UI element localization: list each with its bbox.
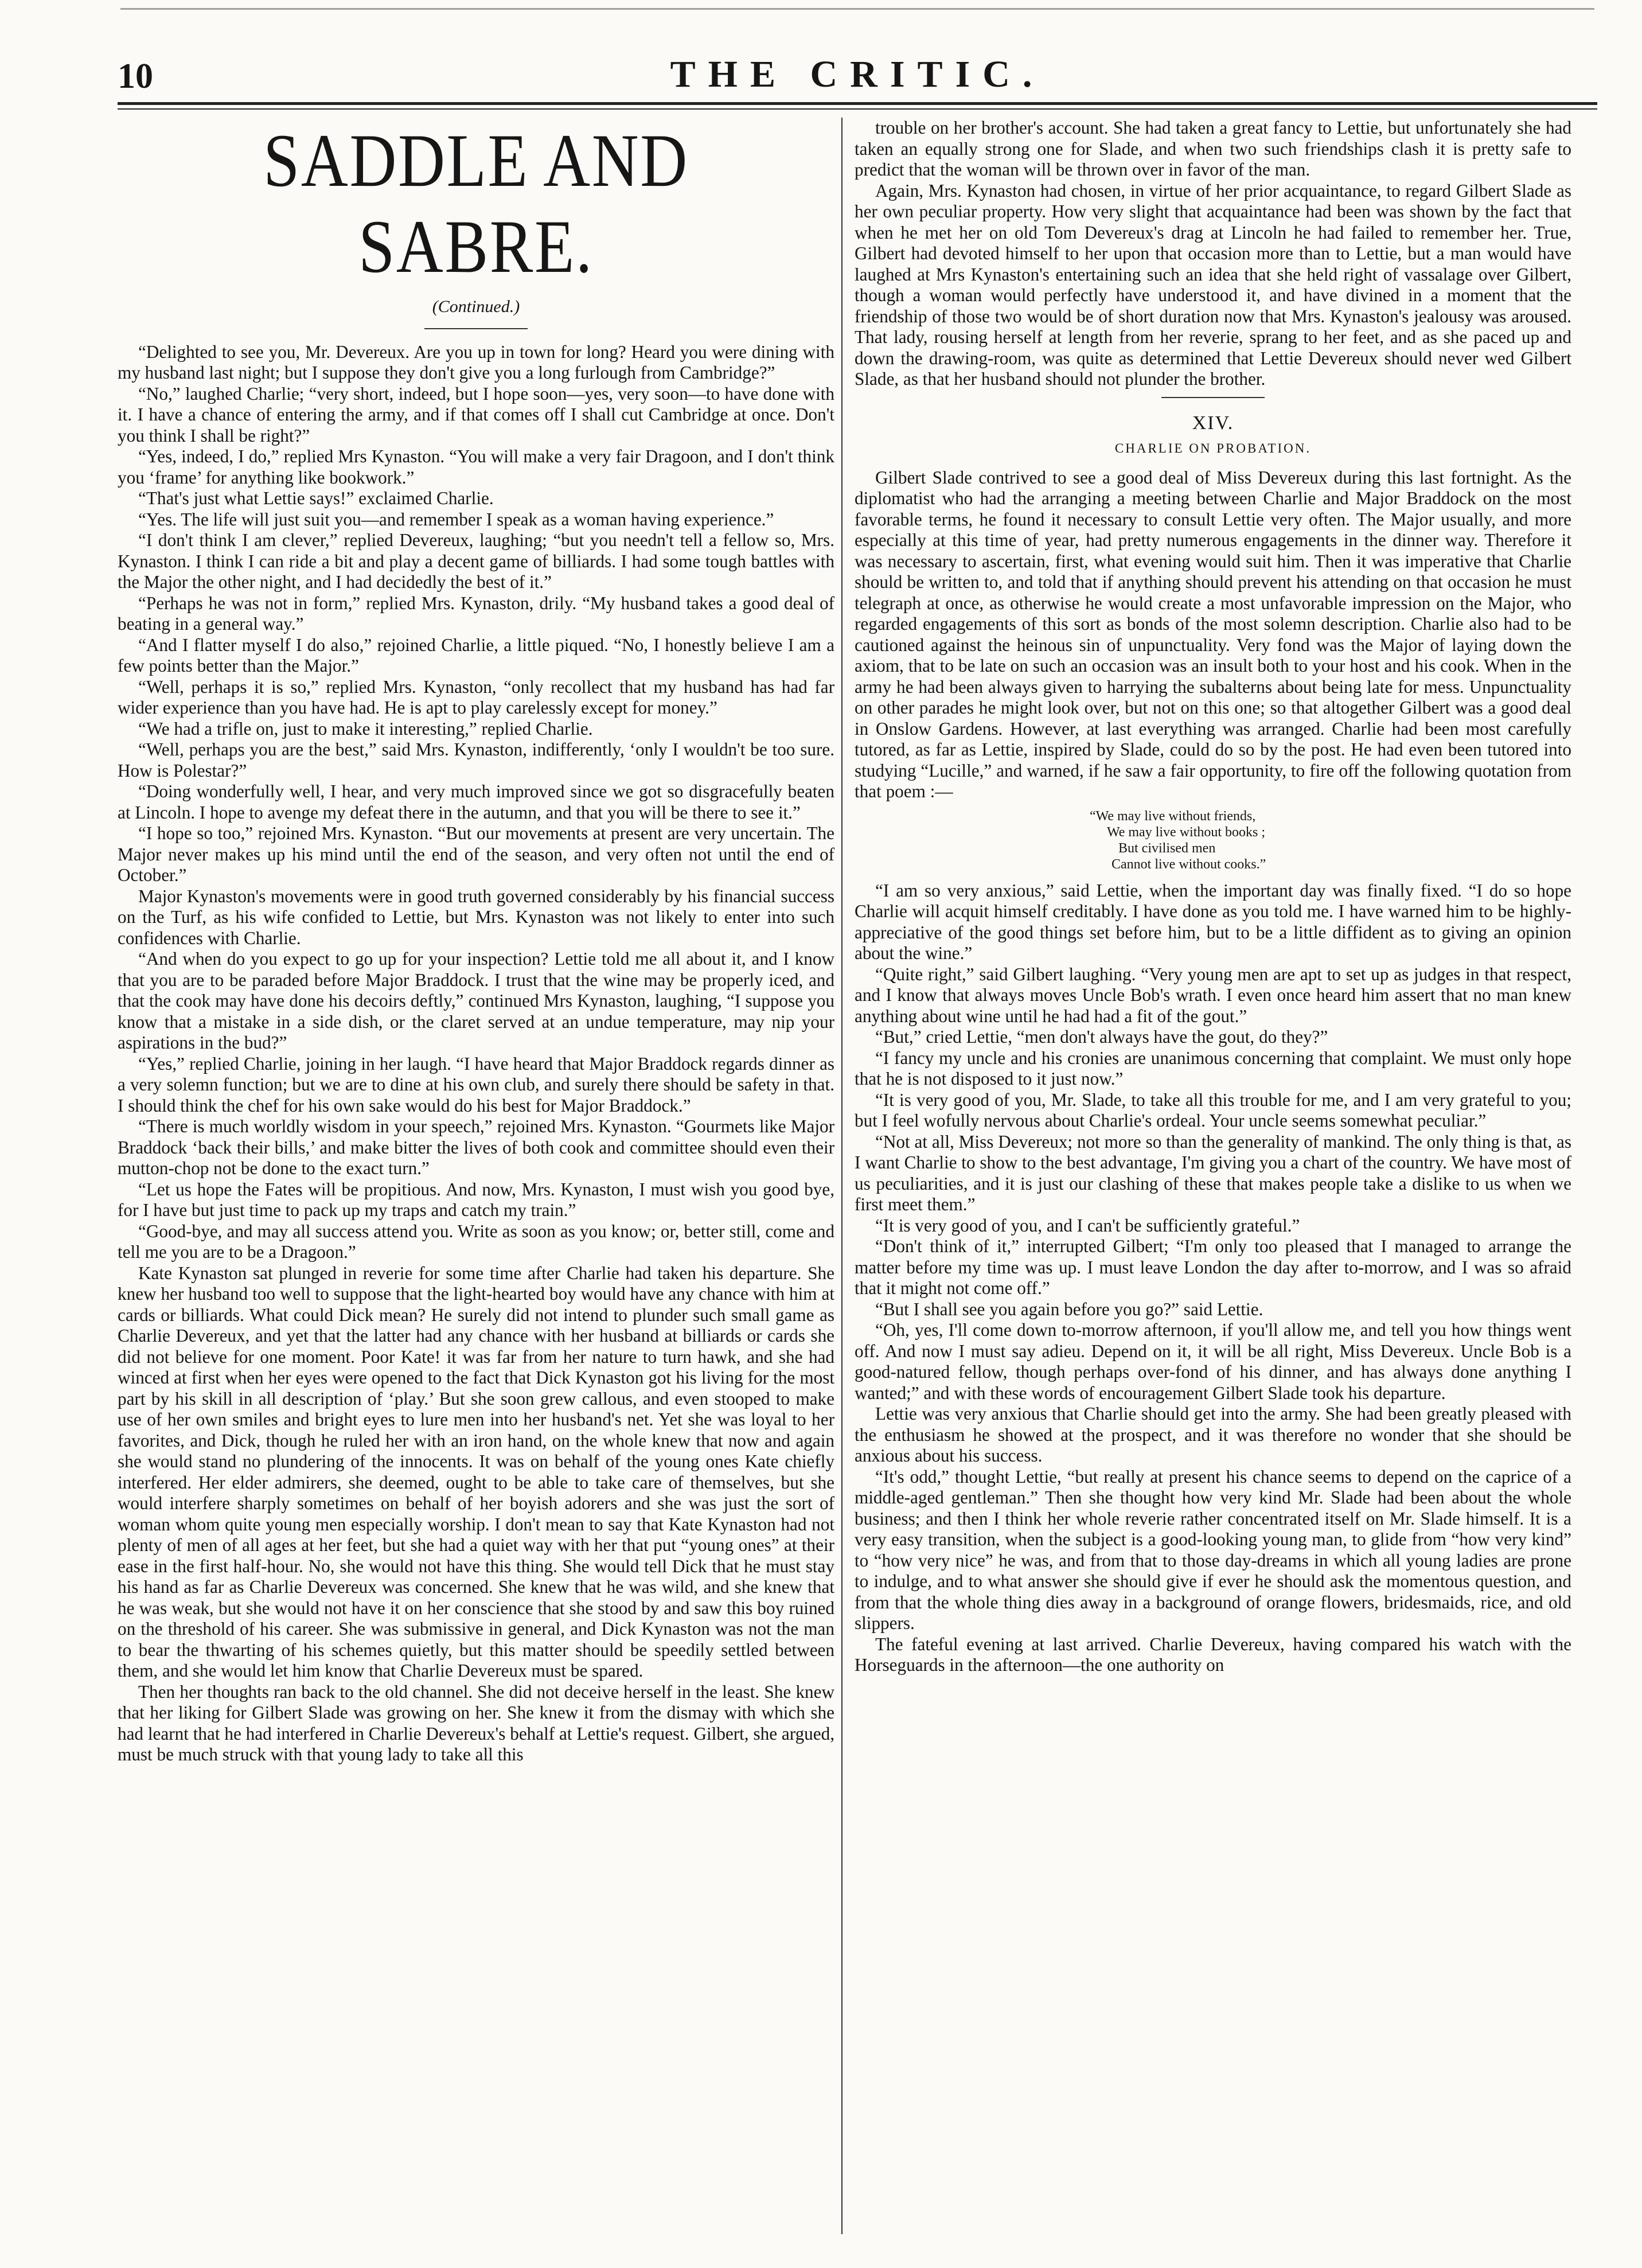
verse-quotation <box>855 808 1571 872</box>
paragraph: “But I shall see you again before you go?” said Lettie. <box>875 1299 1263 1319</box>
paragraph: “That's just what Lettie says!” exclaimed Charlie. <box>138 488 494 508</box>
page-header <box>118 46 1597 109</box>
paragraph: “It is very good of you, and I can't be sufficiently grateful.” <box>875 1215 1300 1236</box>
paragraph: “Perhaps he was not in form,” replied Mrs. Kynaston, drily. “My husband takes a good deal of beating in a general way.” <box>118 593 834 634</box>
chapter-title: CHARLIE ON PROBATION. <box>1114 441 1312 455</box>
column-divider <box>841 118 843 2234</box>
page-number: 10 <box>118 57 153 96</box>
paragraph: “Doing wonderfully well, I hear, and very much improved since we got so disgracefully beaten at Lincoln. I hope to avenge my defeat there in the autumn, and that you will be there to see it.” <box>118 781 834 823</box>
verse-line: We may live without books ; <box>1107 824 1266 840</box>
paragraph: “Well, perhaps you are the best,” said Mrs. Kynaston, indifferently, ‘only I wouldn't be too sure. How is Polestar?” <box>118 739 834 781</box>
paragraph: “Don't think of it,” interrupted Gilbert; “I'm only too pleased that I managed to arrange the matter before my time was up. I must leave London the day after to-morrow, and I was so afraid that it might not come off.” <box>855 1236 1571 1298</box>
verse-line: “We may live without friends, <box>1090 808 1256 824</box>
right-column-intro-text <box>855 118 1571 390</box>
paragraph: “Let us hope the Fates will be propitious. And now, Mrs. Kynaston, I must wish you good bye, for I have but just time to pack up my traps and catch my train.” <box>118 1179 834 1220</box>
paragraph: “Well, perhaps it is so,” replied Mrs. Kynaston, “only recollect that my husband has had far wider experience than you have had. He is apt to play carelessly except for money.” <box>118 676 834 718</box>
paragraph: “Yes. The life will just suit you—and remember I speak as a woman having experience.” <box>138 509 774 529</box>
paragraph: Then her thoughts ran back to the old channel. She did not deceive herself in the least. She knew that her liking for Gilbert Slade was growing on her. She knew it from the dismay with which she had learnt that he had interfered in Charlie Devereux's behalf at Lettie's request. Gilbert, she argued, must be much struck with that young lady to take all this <box>118 1681 834 1764</box>
title-rule <box>424 328 528 329</box>
paragraph: “And I flatter myself I do also,” rejoined Charlie, a little piqued. “No, I honestly believe I am a few points better than the Major.” <box>118 634 834 676</box>
verse-line: But civilised men <box>1118 840 1216 856</box>
paragraph: Gilbert Slade contrived to see a good deal of Miss Devereux during this last fortnight. As the diplomatist who had the arranging a meeting between Charlie and Major Braddock on the most favorable terms, he found it necessary to consult Lettie very often. The Major usually, and more especially at this time of year, had pretty numerous engagements in the dinner way. Therefore it was necessary to ascertain, first, what evening would suit him. Then it was imperative that Charlie should be written to, and told that if anything should prevent his attending on that occasion he must telegraph at once, as otherwise he would create a most unfavorable impression on the Major, who regarded engagements of this sort as bonds of the most solemn description. Charlie also had to be cautioned against the heinous sin of unpunctuality. Very fond was the Major of laying down the axiom, that to be late on such an occasion was an insult both to your host and his cook. When in the army he had been always given to harrying the subalterns about being late for mess. Unpunctuality on other parades he might look over, but not on this one; so that altogether Gilbert was a good deal in Onslow Gardens. However, at last everything was arranged. Charlie had been most carefully tutored, as far as Lettie, inspired by Slade, could do so by the post. He had even been tutored into studying “Lucille,” and warned, if he saw a fair opportunity, to fire off the following quotation from that poem :— <box>855 467 1571 801</box>
paragraph: “Good-bye, and may all success attend you. Write as soon as you know; or, better still, come and tell me you are to be a Dragoon.” <box>118 1221 834 1262</box>
paragraph: Kate Kynaston sat plunged in reverie for some time after Charlie had taken his departure. She knew her husband too well to suppose that the light-hearted boy would have any chance with him at cards or billiards. What could Dick mean? He surely did not intend to plunder such small game as Charlie Devereux, and yet that the latter had any chance with her husband at billiards or cards she did not believe for one moment. Poor Kate! it was far from her nature to turn hawk, and she had winced at first when her eyes were opened to the fact that Dick Kynaston got his living for the most part by his skill in all description of ‘play.’ But she soon grew callous, and even stooped to make use of her own smiles and bright eyes to lure men into her husband's net. Yet she was loyal to her favorites, and Dick, though he ruled her with an iron hand, on the whole knew that now and again she would stand no plundering of the innocents. It was on behalf of the young ones Kate chiefly interfered. Her elder admirers, she deemed, ought to be able to take care of themselves, but she would interfere sharply sometimes on behalf of her boyish adorers and she was just the sort of woman whom quite young men especially worship. I don't mean to say that Kate Kynaston had not plenty of men of all ages at her feet, but she had a quiet way with her that put “young ones” at their ease in the first half-hour. No, she would not have this thing. She would tell Dick that he must stay his hand as far as Charlie Devereux was concerned. She knew that he was wild, and she knew that he was weak, but she would not have it on her conscience that she stood by and saw this boy ruined on the threshold of his career. She was submissive in general, and Dick Kynaston was not the man to bear the thwarting of his schemes quietly, but this matter should be speedily settled between them, and she would let him know that Charlie Devereux must be spared. <box>118 1262 834 1681</box>
right-column <box>855 118 1571 2234</box>
left-column <box>118 118 834 2234</box>
paragraph: Again, Mrs. Kynaston had chosen, in virtue of her prior acquaintance, to regard Gilbert Slade as her own peculiar property. How very slight that acquaintance had been was shown by the fact that when he met her on old Tom Devereux's drag at Lincoln he had failed to remember her. True, Gilbert had devoted himself to her upon that occasion more than to Lettie, but a man would have laughed at Mrs Kynaston's entertaining such an idea that she held right of vassalage over Gilbert, though a woman would perfectly have understood it, and have divined in a moment that the friendship of those two would be of short duration now that Mrs. Kynaston's jealousy was aroused. That lady, rousing herself at length from her reverie, sprang to her feet, and as she paced up and down the drawing-room, was quite as determined that Lettie Devereux should never wed Gilbert Slade, as that her husband should not plunder the brother. <box>855 180 1571 389</box>
paragraph: The fateful evening at last arrived. Charlie Devereux, having compared his watch with the Horseguards in the afternoon—the one authority on <box>855 1634 1571 1675</box>
paragraph: “I hope so too,” rejoined Mrs. Kynaston. “But our movements at present are very uncertain. The Major never makes up his mind until the end of the season, and very often not until the end of October.” <box>118 823 834 885</box>
paragraph: “I am so very anxious,” said Lettie, when the important day was finally fixed. “I do so hope Charlie will acquit himself creditably. I have done as you told me. I have warned him to be highly-appreciative of the good things set before him, but to be a little diffident as to giving an opinion about the wine.” <box>855 880 1571 963</box>
paragraph: Major Kynaston's movements were in good truth governed considerably by his financial success on the Turf, as his wife confided to Lettie, but Mrs. Kynaston was not likely to enter into such confidences with Charlie. <box>118 886 834 948</box>
paragraph: “I fancy my uncle and his cronies are unanimous concerning that complaint. We must only hope that he is not disposed to it just now.” <box>855 1047 1571 1089</box>
paragraph: “And when do you expect to go up for your inspection? Lettie told me all about it, and I know that you are to be paraded before Major Braddock. I trust that the wine may be properly iced, and that the cook may have done his decoirs deftly,” continued Mrs Kynaston, laughing, “I suppose you know that a mistake in a side dish, or the claret served at an undue temperature, may nip your aspirations in the bud?” <box>118 949 834 1053</box>
paragraph: “But,” cried Lettie, “men don't always have the gout, do they?” <box>875 1027 1328 1047</box>
paragraph: “Yes,” replied Charlie, joining in her laugh. “I have heard that Major Braddock regards dinner as a very solemn function; but we are to dine at his own club, and surely there should be safety in that. I should think the chef for his own sake would do his best for Major Braddock.” <box>118 1053 834 1116</box>
paragraph: “It is very good of you, Mr. Slade, to take all this trouble for me, and I am very grateful to you; but I feel wofully nervous about Charlie's ordeal. Your uncle seems somewhat peculiar.” <box>855 1089 1571 1131</box>
story-title: SADDLE AND SABRE. <box>263 118 689 289</box>
paragraph: “Quite right,” said Gilbert laughing. “Very young men are apt to set up as judges in that respect, and I know that always moves Uncle Bob's wrath. I even once heard him assert that no man knew anything about wine until he had had a fit of the gout.” <box>855 964 1571 1026</box>
header-rule-thick <box>118 102 1597 105</box>
story-subtitle: (Continued.) <box>432 297 520 316</box>
paragraph: “I don't think I am clever,” replied Devereux, laughing; “but you needn't tell a fellow so, Mrs. Kynaston. I think I can ride a bit and play a decent game of billiards. I had some tough battles with the Major the other night, and I had decidedly the best of it.” <box>118 530 834 592</box>
chapter-heading <box>855 413 1571 459</box>
paragraph: trouble on her brother's account. She had taken a great fancy to Lettie, but unfortunately she had taken an equally strong one for Slade, and when two such friendships clash it is pretty safe to predict that the woman will be thrown over in favor of the man. <box>855 118 1571 180</box>
paragraph: Lettie was very anxious that Charlie should get into the army. She had been greatly pleased with the enthusiasm he showed at the prospect, and it was therefore no wonder that she should be anxious about his success. <box>855 1404 1571 1466</box>
chapter-text-continued <box>855 880 1571 1676</box>
paragraph: “Oh, yes, I'll come down to-morrow afternoon, if you'll allow me, and tell you how things went off. And now I must say adieu. Depend on it, it will be all right, Miss Devereux. Uncle Bob is a good-natured fellow, though perhaps over-fond of his dinner, and has always done anything I wanted;” and with these words of encouragement Gilbert Slade took his departure. <box>855 1320 1571 1403</box>
chapter-rule <box>1161 397 1265 398</box>
paragraph: “It's odd,” thought Lettie, “but really at present his chance seems to depend on the caprice of a middle-aged gentleman.” Then she thought how very kind Mr. Slade had been about the whole business; and then I think her whole reverie rather concentrated itself on Mr. Slade himself. It is a very easy transition, when the subject is a good-looking young man, to glide from “how very kind” to “how very nice” he was, and from that to those day-dreams in which all young ladies are prone to indulge, and to what answer she should give if ever he should ask the momentous question, and from that the whole thing dies away in a background of orange flowers, bridesmaids, rice, and old slippers. <box>855 1466 1571 1633</box>
header-rule-thin <box>118 108 1597 110</box>
scan-edge-line <box>120 8 1594 10</box>
paragraph: “Not at all, Miss Devereux; not more so than the generality of mankind. The only thing is that, as I want Charlie to show to the best advantage, I'm giving you a chart of the country. We have most of us peculiarities, and it is just our clashing of these that makes people take a dislike to us when we first meet them.” <box>855 1131 1571 1214</box>
verse-line: Cannot live without cooks.” <box>1111 856 1266 872</box>
chapter-text <box>855 467 1571 802</box>
paragraph: “No,” laughed Charlie; “very short, indeed, but I hope soon—yes, very soon—to have done with it. I have a chance of entering the army, and if that comes off I shall cut Cambridge at once. Don't you think I shall be right?” <box>118 383 834 446</box>
left-column-text <box>118 342 834 1766</box>
paragraph: “Delighted to see you, Mr. Devereux. Are you up in town for long? Heard you were dining with my husband last night; but I suppose they don't give you a long furlough from Cambridge?” <box>118 341 834 383</box>
paragraph: “Yes, indeed, I do,” replied Mrs Kynaston. “You will make a very fair Dragoon, and I don't think you ‘frame’ for anything like bookwork.” <box>118 446 834 488</box>
paragraph: “There is much worldly wisdom in your speech,” rejoined Mrs. Kynaston. “Gourmets like Major Braddock ‘back their bills,’ and make bitter the lives of both cook and committee should even their mutton-chop not be done to the exact turn.” <box>118 1116 834 1178</box>
chapter-number: XIV. <box>1192 412 1234 434</box>
running-title: THE CRITIC. <box>670 53 1045 95</box>
paragraph: “We had a trifle on, just to make it interesting,” replied Charlie. <box>138 718 593 739</box>
